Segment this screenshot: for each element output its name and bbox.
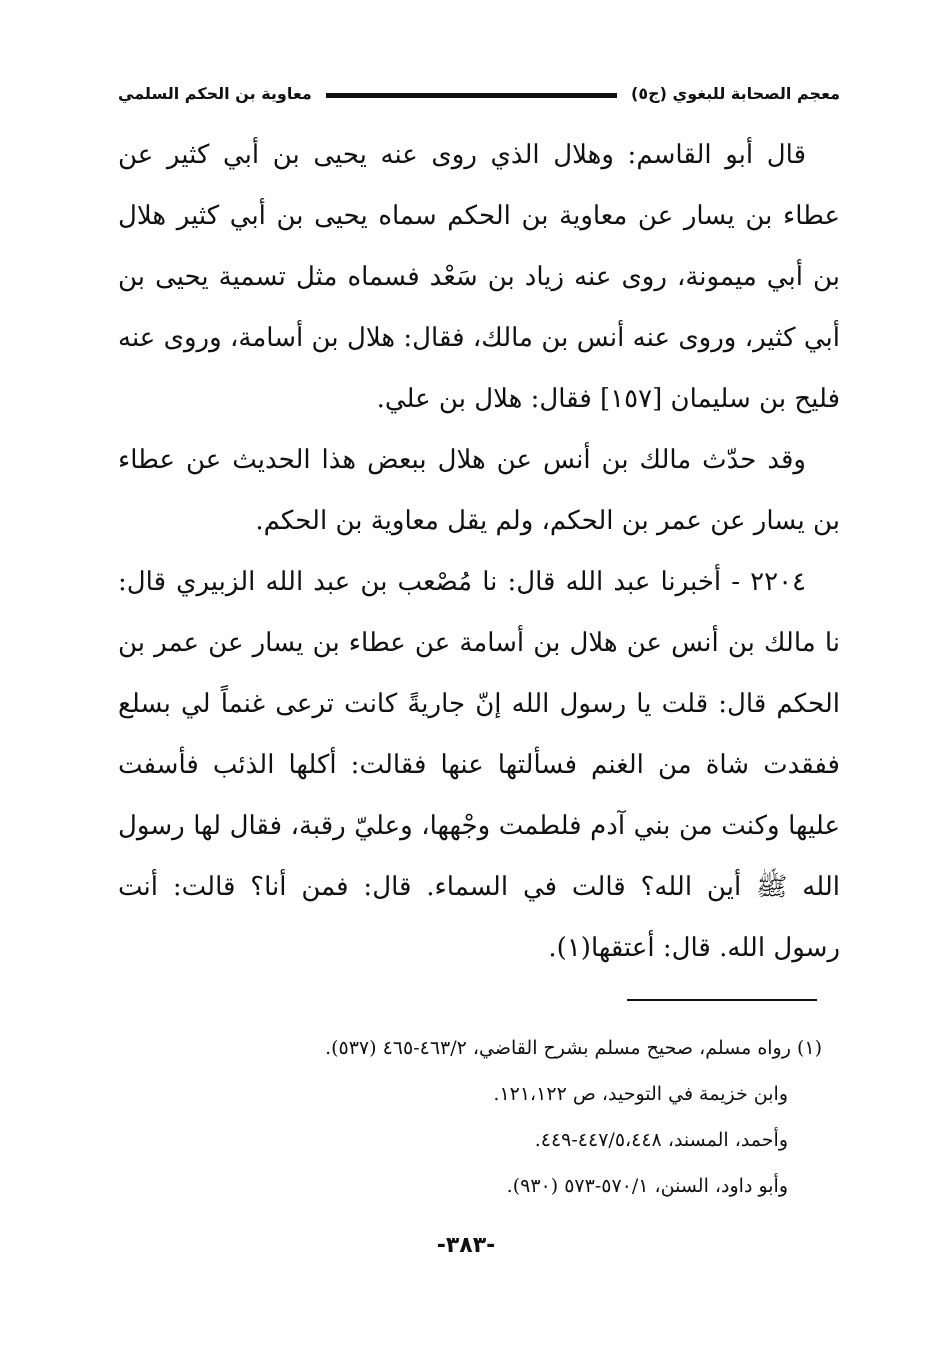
body-text	[118, 125, 840, 979]
footnote-line: وأحمد، المسند، ٤٤٧/٥،٤٤٨-٤٤٩.	[534, 1129, 788, 1151]
book-title: معجم الصحابة للبغوي (ج٥)	[631, 83, 840, 103]
footnote-line: وابن خزيمة في التوحيد، ص ١٢١،١٢٢.	[493, 1083, 788, 1105]
paragraph-hadith-2204: ٢٢٠٤ - أخبرنا عبد الله قال: نا مُصْعب بن عبد الله الزبيري قال: نا مالك بن أنس عن هلال بن أسامة عن عطاء بن يسار عن عمر بن الحكم قال: قلت يا رسول الله إنّ جاريةً كانت ترعى غنماً لي بسلع ففقدت شاة من الغنم فسألتها عنها فقالت: أكلها الذئب فأسفت عليها وكنت من بني آدم فلطمت وجْهها، وعليّ رقبة، فقال لها رسول الله ﷺ أين الله؟ قالت في السماء. قال: فمن أنا؟ قالت: أنت رسول الله. قال: أعتقها(١).	[118, 567, 840, 963]
chapter-title: معاوية بن الحكم السلمي	[118, 83, 312, 103]
footnote-line: وأبو داود، السنن، ٥٧٠/١-٥٧٣ (٩٣٠).	[506, 1175, 788, 1197]
footnote-line: (١) رواه مسلم، صحيح مسلم بشرح القاضي، ٤٦٣/٢-٤٦٥ (٥٣٧).	[325, 1037, 822, 1059]
running-header	[118, 78, 840, 108]
footnote-separator	[627, 999, 817, 1001]
paragraph-commentary: قال أبو القاسم: وهلال الذي روى عنه يحيى بن أبي كثير عن عطاء بن يسار عن معاوية بن الحكم سماه يحيى بن أبي كثير هلال بن أبي ميمونة، روى عنه زياد بن سَعْد فسماه مثل تسمية يحيى بن أبي كثير، وروى عنه أنس بن مالك، فقال: هلال بن أسامة، وروى عنه فليح بن سليمان [١٥٧] فقال: هلال بن علي.	[118, 140, 840, 414]
header-rule	[326, 93, 617, 98]
paragraph-malik-note: وقد حدّث مالك بن أنس عن هلال ببعض هذا الحديث عن عطاء بن يسار عن عمر بن الحكم، ولم يقل معاوية بن الحكم.	[118, 445, 840, 536]
footnotes	[118, 1025, 822, 1209]
page-number: -٣٨٣-	[436, 1233, 496, 1258]
